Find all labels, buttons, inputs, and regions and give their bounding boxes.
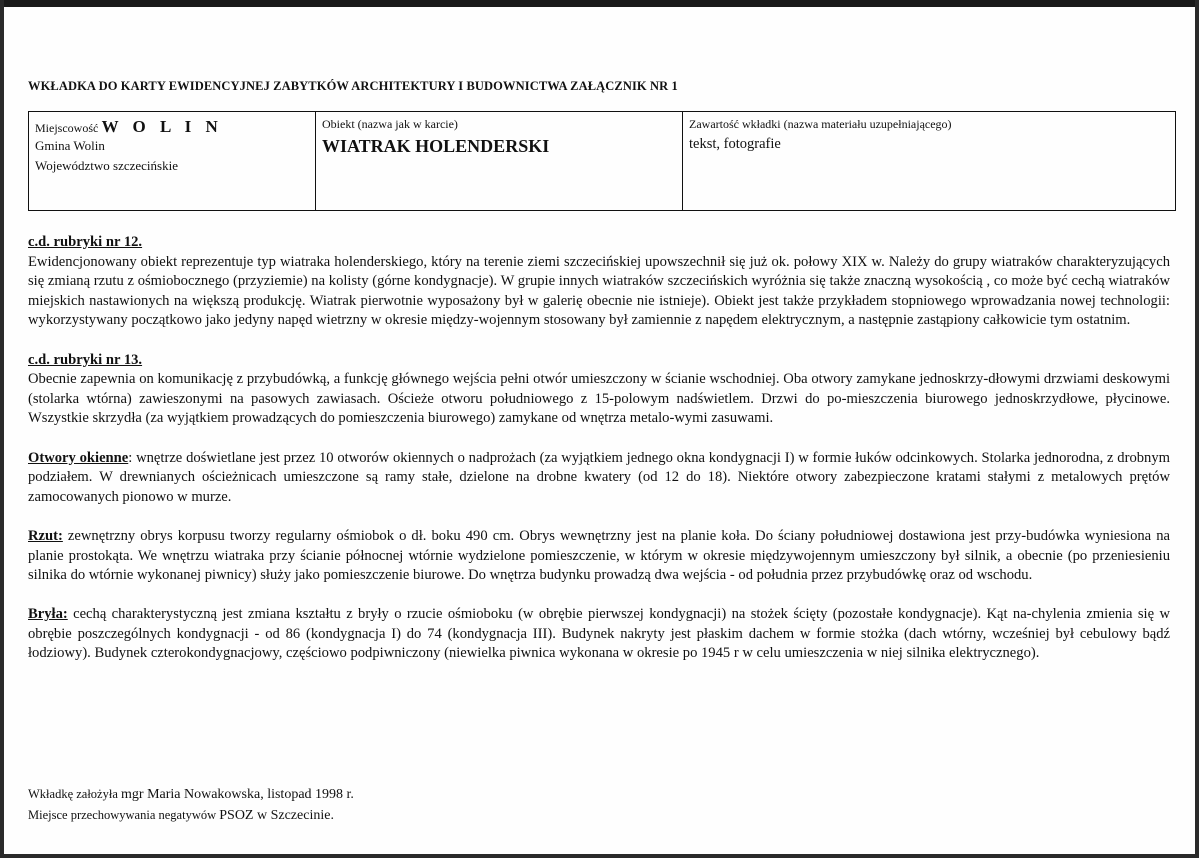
section-heading: c.d. rubryki nr 13. (28, 351, 143, 368)
document-body (28, 233, 1170, 684)
section-text: Ewidencjonowany obiekt reprezentuje typ wiatraka holenderskiego, który na terenie ziemi szczecińskiej upowszechnił się już ok. połowy XIX w. Należy do grupy wiatraków charakteryzujących się zmianą rzutu z ośmiobocznego (przyziemie) na kolisty (górne kondygnacje). W grupie innych wiatraków szczecińskich wyróżnia się także znaczną wysokością , co może być cechą wiatraków miejskich nastawionych na większą produkcję. Wiatrak pierwotnie wyposażony był w galerię obecnie nie istnieje). Obiekt jest także przykładem stopniowego wprowadzania nowej technologii: wykorzystywany początkowo jako jedyny napęd wietrzny w okresie między-wojennym stosowany był zamiennie z napędem elektrycznym, a następnie zastąpiony całkowicie tym ostatnim. (28, 253, 1170, 329)
storage-value: PSOZ w Szczecinie. (219, 808, 334, 823)
section-heading: Bryła: (28, 606, 68, 623)
author-label: Wkładkę założyła (28, 787, 118, 801)
object-cell (316, 112, 683, 210)
locality-line (35, 116, 309, 138)
content-value: tekst, fotografie (689, 135, 781, 152)
section-paragraph (28, 527, 1170, 586)
document-title: WKŁADKA DO KARTY EWIDENCYJNEJ ZABYTKÓW ARCHITEKTURY I BUDOWNICTWA ZAŁĄCZNIK NR 1 (28, 79, 678, 93)
section-paragraph (28, 605, 1170, 664)
storage-label: Miejsce przechowywania negatywów (28, 808, 217, 822)
author-value: mgr Maria Nowakowska, listopad 1998 r. (121, 787, 354, 802)
info-box (28, 111, 1176, 211)
content-cell (683, 112, 1175, 210)
section-mass (28, 605, 1170, 664)
locality-cell (29, 112, 316, 210)
document-footer (28, 784, 354, 826)
author-line (28, 784, 354, 805)
scan-edge-right (1195, 0, 1199, 858)
section-rubric-13 (28, 351, 1170, 429)
commune: Gmina Wolin (35, 138, 105, 154)
section-heading: Otwory okienne (28, 449, 129, 466)
voivodeship: Województwo szczecińskie (35, 157, 178, 173)
section-paragraph (28, 449, 1170, 508)
scan-edge-bottom (0, 854, 1199, 858)
storage-line (28, 805, 354, 826)
section-windows (28, 449, 1170, 508)
section-text: : wnętrze doświetlane jest przez 10 otworów okiennych o nadprożach (za wyjątkiem jednego okna kondygnacji I) w formie łuków odcinkowych. Stolarka jednorodna, z drobnym podziałem. W drewnianych ościeżnicach umieszczone są ramy stałe, dzielone na drobne kwatery (od 12 do 18). Niektóre otwory zabezpieczone kratami stałymi z metalowych prętów zamocowanych pionowo w murze. (28, 449, 1170, 505)
section-heading: Rzut: (28, 527, 63, 544)
object-value: WIATRAK HOLENDERSKI (322, 135, 550, 156)
locality-label: Miejscowość (35, 121, 99, 135)
section-text: cechą charakterystyczną jest zmiana kształtu z bryły o rzucie ośmioboku (w obrębie pierwszej kondygnacji) na stożek ścięty (pozostałe kondygnacje). Kąt na-chylenia zmienia się w obrębie poszczególnych kondygnacji - od 86 (kondygnacja I) do 74 (kondygnacja III). Budynek nakryty jest płaskim dachem w formie stożka (dach wtórny, wcześniej był cebulowy bądź łodziowy). Budynek czterokondygnacjowy, częściowo podpiwniczony (niewielka piwnica wykonana w okresie po 1945 r w celu umieszczenia w niej silnika elektrycznego). (28, 606, 1170, 662)
section-text: zewnętrzny obrys korpusu tworzy regularny ośmiobok o dł. boku 490 cm. Obrys wewnętrzny jest na planie koła. Do ściany południowej dostawiona jest przy-budówka wyniesiona na planie prostokąta. We wnętrzu wiatraka przy ścianie północnej wtórnie wydzielone pomieszczenie, w którym w okresie międzywojennym umieszczony był silnik, a obecnie (po przeniesieniu silnika do wtórnie wykonanej piwnicy) służy jako pomieszczenie biurowe. Do wnętrza budynku prowadzą dwa wejścia - od południa przez przybudówkę oraz od wschodu. (28, 527, 1170, 584)
scan-edge-left (0, 0, 4, 858)
section-heading: c.d. rubryki nr 12. (28, 234, 143, 250)
scan-edge-top (0, 0, 1199, 7)
section-rubric-12 (28, 233, 1170, 331)
content-label: Zawartość wkładki (nazwa materiału uzupełniającego) (689, 117, 952, 131)
section-plan (28, 527, 1170, 586)
locality-value: W O L I N (101, 117, 223, 136)
object-label: Obiekt (nazwa jak w karcie) (322, 117, 458, 131)
section-text: Obecnie zapewnia on komunikację z przybudówką, a funkcję głównego wejścia pełni otwór umieszczony w ścianie wschodniej. Oba otwory zamykane jednoskrzy-dłowymi drzwiami deskowymi (stolarka wtórna) zawieszonymi na pasowych zawiasach. Ościeże otworu południowego z 15-polowym nadświetlem. Drzwi do po-mieszczenia biurowego jednoskrzydłowe, płycinowe. Wszystkie skrzydła (za wyjątkiem prowadzących do pomieszczenia biurowego) zamykane od wnętrza metalo-wymi zasuwami. (28, 371, 1170, 427)
